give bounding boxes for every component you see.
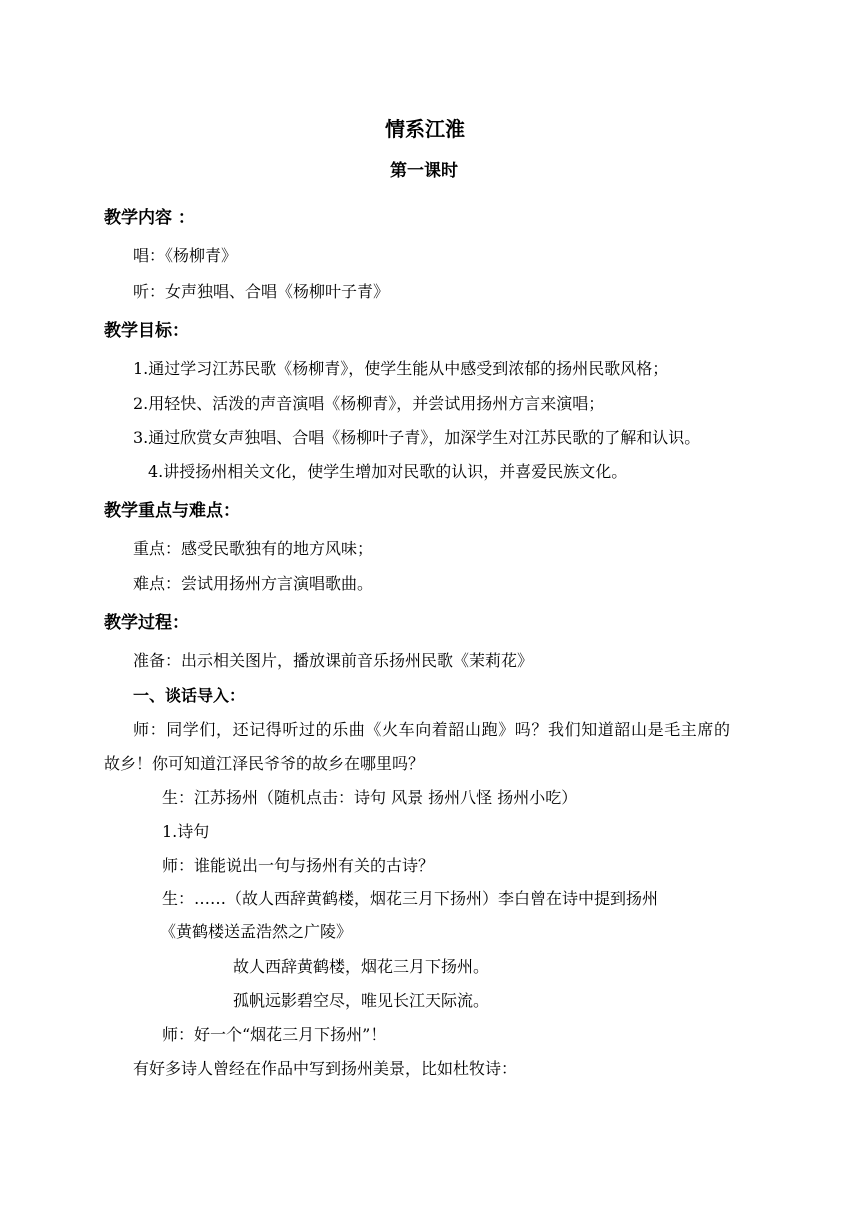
- content-item-listen: 听：女声独唱、合唱《杨柳叶子青》: [133, 282, 390, 301]
- goal-item-1: 1.通过学习江苏民歌《杨柳青》，使学生能从中感受到浓郁的扬州民歌风格；: [133, 359, 669, 378]
- teacher-line-1: 师：同学们，还记得听过的乐曲《火车向着韶山跑》吗？我们知道韶山是毛主席的: [133, 720, 731, 739]
- poem-line-1: 故人西辞黄鹤楼，烟花三月下扬州。: [233, 957, 490, 976]
- goal-item-2: 2.用轻快、活泼的声音演唱《杨柳青》，并尝试用扬州方言来演唱；: [133, 394, 605, 413]
- student-answer-2: 生：……（故人西辞黄鹤楼，烟花三月下扬州）李白曾在诗中提到扬州: [162, 889, 659, 908]
- document-title: 情系江淮: [385, 117, 465, 141]
- closing-line: 有好多诗人曾经在作品中写到扬州美景，比如杜牧诗：: [133, 1059, 518, 1078]
- key-point-difficulty: 难点：尝试用扬州方言演唱歌曲。: [133, 574, 374, 593]
- goal-item-4: 4.讲授扬州相关文化，使学生增加对民歌的认识，并喜爱民族文化。: [148, 462, 628, 481]
- lesson-subtitle: 第一课时: [390, 161, 458, 181]
- poem-line-2: 孤帆远影碧空尽，唯见长江天际流。: [233, 991, 490, 1010]
- process-prep: 准备：出示相关图片，播放课前音乐扬州民歌《茉莉花》: [133, 651, 534, 670]
- item-poems: 1.诗句: [162, 822, 210, 841]
- poem-title: 《黄鹤楼送孟浩然之广陵》: [160, 922, 353, 941]
- key-point-focus: 重点：感受民歌独有的地方风味；: [133, 539, 374, 558]
- goals-heading: 教学目标：: [104, 321, 189, 341]
- teacher-line-3: 师：好一个“烟花三月下扬州”！: [162, 1025, 387, 1044]
- content-heading: 教学内容 ：: [104, 208, 195, 228]
- student-answer-1: 生：江苏扬州（随机点击：诗句 风景 扬州八怪 扬州小吃）: [162, 788, 578, 807]
- goal-item-3: 3.通过欣赏女声独唱、合唱《杨柳叶子青》，加深学生对江苏民歌的了解和认识。: [133, 428, 701, 447]
- process-heading: 教学过程：: [104, 613, 189, 633]
- key-points-heading: 教学重点与难点：: [104, 501, 240, 521]
- teacher-line-1-cont: 故乡！你可知道江泽民爷爷的故乡在哪里吗？: [104, 754, 425, 773]
- teacher-line-2: 师：谁能说出一句与扬州有关的古诗？: [162, 856, 435, 875]
- section-intro-heading: 一、谈话导入：: [133, 686, 246, 705]
- content-item-sing: 唱：《杨柳青》: [133, 246, 238, 265]
